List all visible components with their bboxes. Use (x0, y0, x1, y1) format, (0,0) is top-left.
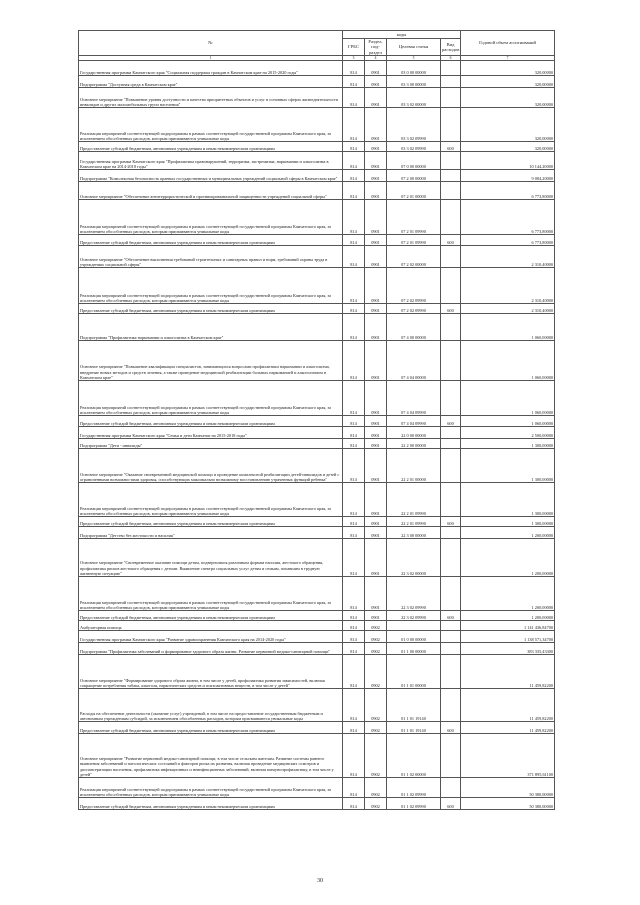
row-amount: 2 310,40000 (461, 246, 555, 268)
row-grbs: 814 (343, 621, 365, 631)
row-amount: 6 773,80000 (461, 182, 555, 200)
row-grbs: 814 (343, 246, 365, 268)
column-index: 5 (387, 56, 441, 61)
row-amount: 1 060,00000 (461, 381, 555, 416)
row-grbs: 814 (343, 142, 365, 152)
row-grbs: 814 (343, 152, 365, 170)
row-amount: 320,00000 (461, 108, 555, 142)
row-razdel: 0901 (365, 314, 387, 341)
table-row (79, 142, 555, 152)
row-target: 03 3 00 00000 (387, 76, 441, 88)
row-target: 01 0 00 00000 (387, 631, 441, 643)
row-grbs: 814 (343, 449, 365, 483)
row-vid (441, 182, 461, 200)
row-amount: 1 200,00000 (461, 539, 555, 577)
row-razdel: 0901 (365, 246, 387, 268)
row-amount: 6 773,80000 (461, 235, 555, 246)
row-razdel: 0901 (365, 416, 387, 427)
row-amount: 371 895,61100 (461, 734, 555, 778)
table-row (79, 778, 555, 798)
row-name: Государственная программа Камчатского края "Семья и дети Камчатки на 2015-2018 годы" (79, 427, 343, 439)
row-amount: 1 060,00000 (461, 341, 555, 381)
row-grbs: 814 (343, 631, 365, 643)
row-amount: 2 310,40000 (461, 268, 555, 304)
row-grbs: 814 (343, 439, 365, 449)
row-amount: 320,00000 (461, 61, 555, 76)
row-name: Предоставление субсидий бюджетным, автономным учреждениям и иным некоммерческим организациям (79, 142, 343, 152)
table-header (79, 31, 555, 61)
row-name: Основное мероприятие "Формирование здорового образа жизни, в том числе у детей, профилактика развития зависимостей, включая сокращение потребления табака, алкоголя, наркотических средств и психоактивных веществ, в том числе у детей" (79, 655, 343, 689)
column-header-number: № (79, 31, 343, 56)
row-target: 22 3 02 09990 (387, 577, 441, 611)
row-razdel: 0902 (365, 655, 387, 689)
row-razdel: 0901 (365, 170, 387, 182)
table-row (79, 611, 555, 621)
row-target: 07 2 01 09990 (387, 200, 441, 235)
row-vid: 600 (441, 517, 461, 527)
table-row (79, 527, 555, 539)
row-grbs: 814 (343, 88, 365, 108)
row-target: 03 3 02 09990 (387, 142, 441, 152)
row-name: Предоставление субсидий бюджетным, автономным учреждениям и иным некоммерческим организациям (79, 304, 343, 314)
row-target: 22 2 01 00000 (387, 449, 441, 483)
table-row (79, 170, 555, 182)
table-row (79, 734, 555, 778)
row-name: Подпрограмма "Профилактика заболеваний и формирование здорового образа жизни. Развитие первичной медико-санитарной помощи" (79, 643, 343, 655)
row-amount: 2 500,00000 (461, 427, 555, 439)
row-grbs: 814 (343, 170, 365, 182)
table-row (79, 246, 555, 268)
row-amount: 1 138 571,34700 (461, 631, 555, 643)
table-row (79, 689, 555, 722)
row-target: 22 2 00 00000 (387, 439, 441, 449)
row-vid: 600 (441, 235, 461, 246)
row-razdel: 0901 (365, 235, 387, 246)
row-name: Реализация мероприятий соответствующей подпрограммы в рамках соответствующей государственной программы Камчатского края, за исключением обособленных расходов, которым присваиваются уникальные коды (79, 577, 343, 611)
table-row (79, 427, 555, 439)
row-grbs: 814 (343, 611, 365, 621)
row-razdel: 0901 (365, 142, 387, 152)
row-razdel: 0901 (365, 88, 387, 108)
row-name: Амбулаторная помощь (79, 621, 343, 631)
row-name: Основное мероприятие "Повышение уровня доступности и качества приоритетных объектов и услуг в основных сферах жизнедеятельности инвалидов и других маломобильных групп населения" (79, 88, 343, 108)
row-vid (441, 76, 461, 88)
row-target: 22 2 01 09990 (387, 517, 441, 527)
row-vid (441, 61, 461, 76)
row-target: 01 1 01 19140 (387, 722, 441, 734)
row-name: Реализация мероприятий соответствующей подпрограммы в рамках соответствующей государственной программы Камчатского края, за исключением обособленных расходов, которым присваиваются уникальные коды (79, 778, 343, 798)
row-name: Подпрограмма "Дети - инвалиды" (79, 439, 343, 449)
row-vid (441, 314, 461, 341)
row-grbs: 814 (343, 798, 365, 810)
row-target: 01 1 02 09990 (387, 798, 441, 810)
row-razdel: 0901 (365, 577, 387, 611)
row-name: Основное мероприятие "Обеспечение антитеррористической и противокриминальной защищенности учреждений социальной сферы" (79, 182, 343, 200)
table-row (79, 152, 555, 170)
row-vid (441, 427, 461, 439)
row-razdel: 0901 (365, 483, 387, 517)
column-index: 3 (343, 56, 365, 61)
row-vid (441, 527, 461, 539)
row-vid (441, 341, 461, 381)
table-row (79, 655, 555, 689)
row-name: Реализация мероприятий соответствующей подпрограммы в рамках соответствующей государственной программы Камчатского края, за исключением обособленных расходов, которым присваиваются уникальные коды (79, 108, 343, 142)
row-amount: 50 380,00000 (461, 778, 555, 798)
column-index: 1 (79, 56, 343, 61)
row-grbs: 814 (343, 689, 365, 722)
row-name: Подпрограмма "Комплексная безопасность краевых государственных и муниципальных учреждений социальной сферы в Камчатском крае" (79, 170, 343, 182)
row-amount: 11 459,82200 (461, 689, 555, 722)
row-amount: 320,00000 (461, 142, 555, 152)
row-grbs: 814 (343, 722, 365, 734)
row-name: Предоставление субсидий бюджетным, автономным учреждениям и иным некоммерческим организациям (79, 798, 343, 810)
row-target: 07 2 02 09990 (387, 304, 441, 314)
row-grbs: 814 (343, 778, 365, 798)
row-target: 22 3 02 09990 (387, 611, 441, 621)
row-amount: 1 300,00000 (461, 449, 555, 483)
row-vid: 600 (441, 798, 461, 810)
row-razdel: 0901 (365, 539, 387, 577)
row-target: 03 3 02 00000 (387, 88, 441, 108)
row-razdel: 0901 (365, 152, 387, 170)
row-target: 07 4 00 00000 (387, 314, 441, 341)
row-grbs: 814 (343, 314, 365, 341)
row-vid (441, 734, 461, 778)
row-name: Основное мероприятие "Повышение квалификации специалистов, занимающихся вопросами профилактики наркомании и алкоголизма, внедрение новых методов и средств лечения, а также проведение медицинской реабилитации больных наркоманией и алкоголизмом в Камчатском крае" (79, 341, 343, 381)
row-grbs: 814 (343, 483, 365, 517)
row-grbs: 814 (343, 427, 365, 439)
row-grbs: 814 (343, 76, 365, 88)
row-razdel: 0901 (365, 200, 387, 235)
row-name: Подпрограмма "Доступная среда в Камчатском крае" (79, 76, 343, 88)
table-row (79, 314, 555, 341)
row-grbs: 814 (343, 268, 365, 304)
row-name: Расходы на обеспечение деятельности (оказание услуг) учреждений, в том числе на предоставление государственным бюджетным и автономным учреждениям субсидий, за исключением обособленных расходов, которым присваиваются уникальные коды (79, 689, 343, 722)
column-header-vid: Вид расходов (441, 39, 461, 56)
row-name: Основное мероприятие "Развитие первичной медико-санитарной помощи, в том числе сельским жителям. Развитие системы раннего выявления заболеваний и патологических состояний и факторов риска их развития, включая проведение медицинских осмотров и диспансеризации населения, профилактика инфекционных и неинфекционных заболеваний, включая иммунопрофилактику, в том числе у детей" (79, 734, 343, 778)
row-razdel: 0901 (365, 304, 387, 314)
row-vid (441, 539, 461, 577)
table-row (79, 76, 555, 88)
row-target: 22 3 00 00000 (387, 527, 441, 539)
row-razdel: 0902 (365, 734, 387, 778)
row-grbs: 814 (343, 182, 365, 200)
row-target: 07 2 02 00000 (387, 246, 441, 268)
table-row (79, 88, 555, 108)
row-grbs: 814 (343, 517, 365, 527)
row-target: 03 0 00 00000 (387, 61, 441, 76)
row-vid (441, 152, 461, 170)
table-row (79, 439, 555, 449)
row-grbs: 814 (343, 539, 365, 577)
row-vid (441, 268, 461, 304)
table-row (79, 268, 555, 304)
row-name: Государственная программа Камчатского края "Профилактика правонарушений, терроризма, экстремизма, наркомании и алкоголизма в Камчатском крае на 2014-2018 годы" (79, 152, 343, 170)
row-amount: 1 200,00000 (461, 611, 555, 621)
row-name: Предоставление субсидий бюджетным, автономным учреждениям и иным некоммерческим организациям (79, 611, 343, 621)
column-header-grbs: ГРБС (343, 39, 365, 56)
row-razdel: 0901 (365, 381, 387, 416)
row-razdel: 0902 (365, 631, 387, 643)
row-target: 07 2 02 09990 (387, 268, 441, 304)
row-grbs: 814 (343, 341, 365, 381)
row-razdel: 0902 (365, 778, 387, 798)
row-vid: 600 (441, 142, 461, 152)
row-razdel: 0902 (365, 689, 387, 722)
row-razdel: 0901 (365, 341, 387, 381)
row-target: 22 2 01 09990 (387, 483, 441, 517)
row-target: 07 2 01 09990 (387, 235, 441, 246)
table-row (79, 449, 555, 483)
row-razdel: 0901 (365, 268, 387, 304)
row-amount: 50 380,00000 (461, 798, 555, 810)
row-amount: 1 200,00000 (461, 577, 555, 611)
row-razdel: 0901 (365, 61, 387, 76)
table-row (79, 182, 555, 200)
row-target: 07 2 01 00000 (387, 182, 441, 200)
table-body (79, 61, 555, 810)
row-vid: 600 (441, 416, 461, 427)
row-name: Подпрограмма "Детство без жестокости и насилия" (79, 527, 343, 539)
column-header-amount: Годовой объем ассигнований (461, 31, 555, 56)
row-razdel: 0901 (365, 611, 387, 621)
row-amount: 11 459,82200 (461, 722, 555, 734)
row-grbs: 814 (343, 61, 365, 76)
row-amount: 320,00000 (461, 88, 555, 108)
row-name: Государственная программа Камчатского края "Социальная поддержка граждан в Камчатском крае на 2015-2020 годы" (79, 61, 343, 76)
row-vid (441, 689, 461, 722)
row-amount: 1 060,00000 (461, 416, 555, 427)
table-row (79, 539, 555, 577)
row-amount: 2 310,40000 (461, 304, 555, 314)
budget-table (78, 30, 555, 810)
row-razdel: 0901 (365, 427, 387, 439)
row-amount: 9 084,20000 (461, 170, 555, 182)
row-target: 03 3 02 09990 (387, 108, 441, 142)
row-grbs: 814 (343, 200, 365, 235)
row-grbs: 814 (343, 416, 365, 427)
row-vid (441, 655, 461, 689)
row-amount: 11 459,82200 (461, 655, 555, 689)
row-vid (441, 439, 461, 449)
row-amount: 1 300,00000 (461, 517, 555, 527)
table-row (79, 61, 555, 76)
row-name: Государственная программа Камчатского края "Развитие здравоохранения Камчатского края на 2014-2020 годы" (79, 631, 343, 643)
table-row (79, 341, 555, 381)
table-row (79, 483, 555, 517)
row-name: Подпрограмма "Профилактика наркомании и алкоголизма в Камчатском крае" (79, 314, 343, 341)
row-razdel: 0901 (365, 527, 387, 539)
row-target: 22 3 02 00000 (387, 539, 441, 577)
table-row (79, 722, 555, 734)
page-number: 30 (317, 878, 323, 884)
row-target: 22 0 00 00000 (387, 427, 441, 439)
row-name: Основное мероприятие "Оказание своевременной медицинской помощи и проведение комплексной реабилитации детей-инвалидов и детей с ограниченными возможностями здоровья, способствующих максимально возможному восстановлению утраченных функций ребенка" (79, 449, 343, 483)
row-amount: 320,00000 (461, 76, 555, 88)
row-target: 07 0 00 00000 (387, 152, 441, 170)
row-razdel: 0901 (365, 517, 387, 527)
row-amount: 1 060,00000 (461, 314, 555, 341)
row-amount: 6 773,80000 (461, 200, 555, 235)
row-grbs: 814 (343, 734, 365, 778)
row-vid (441, 88, 461, 108)
row-vid: 600 (441, 611, 461, 621)
row-razdel: 0901 (365, 439, 387, 449)
row-target: 01 1 02 09990 (387, 778, 441, 798)
row-razdel: 0902 (365, 643, 387, 655)
row-name: Реализация мероприятий соответствующей подпрограммы в рамках соответствующей государственной программы Камчатского края, за исключением обособленных расходов, которым присваиваются уникальные коды (79, 483, 343, 517)
column-index: 7 (461, 56, 555, 61)
row-amount: 1 141 436,84700 (461, 621, 555, 631)
row-grbs: 814 (343, 304, 365, 314)
row-vid (441, 381, 461, 416)
row-vid (441, 170, 461, 182)
column-header-codes: коды (343, 31, 461, 39)
row-name: Предоставление субсидий бюджетным, автономным учреждениям и иным некоммерческим организациям (79, 517, 343, 527)
row-name: Реализация мероприятий соответствующей подпрограммы в рамках соответствующей государственной программы Камчатского края, за исключением обособленных расходов, которым присваиваются уникальные коды (79, 268, 343, 304)
row-vid (441, 621, 461, 631)
row-grbs: 814 (343, 108, 365, 142)
row-target (387, 621, 441, 631)
table-row (79, 304, 555, 314)
row-grbs: 814 (343, 527, 365, 539)
row-razdel: 0902 (365, 798, 387, 810)
row-grbs: 814 (343, 655, 365, 689)
column-index: 6 (441, 56, 461, 61)
row-grbs: 814 (343, 643, 365, 655)
table-row (79, 517, 555, 527)
row-target: 01 1 02 00000 (387, 734, 441, 778)
row-name: Реализация мероприятий соответствующей подпрограммы в рамках соответствующей государственной программы Камчатского края, за исключением обособленных расходов, которым присваиваются уникальные коды (79, 200, 343, 235)
table-row (79, 621, 555, 631)
row-razdel: 0901 (365, 76, 387, 88)
row-target: 07 4 04 09990 (387, 381, 441, 416)
table-row (79, 577, 555, 611)
row-target: 07 2 00 00000 (387, 170, 441, 182)
row-amount: 1 300,00000 (461, 439, 555, 449)
table-row (79, 631, 555, 643)
row-vid (441, 577, 461, 611)
row-name: Предоставление субсидий бюджетным, автономным учреждениям и иным некоммерческим организациям (79, 722, 343, 734)
row-vid (441, 449, 461, 483)
table-row (79, 108, 555, 142)
table-row (79, 381, 555, 416)
table-row (79, 798, 555, 810)
column-header-target: Целевая статья (387, 39, 441, 56)
row-razdel: 0901 (365, 108, 387, 142)
column-header-razdel: Раздел, под-раздел (365, 39, 387, 56)
row-target: 01 1 01 19140 (387, 689, 441, 722)
table-row (79, 416, 555, 427)
row-razdel: 0901 (365, 449, 387, 483)
row-vid (441, 200, 461, 235)
row-target: 07 4 04 09990 (387, 416, 441, 427)
row-target: 01 1 01 00000 (387, 655, 441, 689)
row-name: Основное мероприятие "Своевременное оказание помощи детям, подвергшимся различным формам насилия, жестокого обращения, профилактика рисков жестокого обращения с детьми. Выявление спектра социальных услуг детям и семьям, попавшим в трудную жизненную ситуацию" (79, 539, 343, 577)
table-row (79, 643, 555, 655)
row-razdel: 0901 (365, 182, 387, 200)
row-vid: 600 (441, 722, 461, 734)
row-vid: 600 (441, 304, 461, 314)
row-name: Предоставление субсидий бюджетным, автономным учреждениям и иным некоммерческим организациям (79, 235, 343, 246)
row-grbs: 814 (343, 577, 365, 611)
row-vid (441, 631, 461, 643)
row-vid (441, 246, 461, 268)
row-amount: 1 200,00000 (461, 527, 555, 539)
row-vid (441, 108, 461, 142)
row-razdel: 0902 (365, 722, 387, 734)
row-vid (441, 778, 461, 798)
row-name: Основное мероприятие "Обеспечение выполнения требований строительных и санитарных правил и норм, требований охраны труда в учреждениях социальной сферы" (79, 246, 343, 268)
row-amount: 383 335,43300 (461, 643, 555, 655)
table-row (79, 200, 555, 235)
row-vid (441, 643, 461, 655)
row-amount: 1 300,00000 (461, 483, 555, 517)
row-grbs: 814 (343, 235, 365, 246)
row-name: Реализация мероприятий соответствующей подпрограммы в рамках соответствующей государственной программы Камчатского края, за исключением обособленных расходов, которым присваиваются уникальные коды (79, 381, 343, 416)
row-target: 01 1 00 00000 (387, 643, 441, 655)
row-amount: 10 144,20000 (461, 152, 555, 170)
row-name: Предоставление субсидий бюджетным, автономным учреждениям и иным некоммерческим организациям (79, 416, 343, 427)
row-grbs: 814 (343, 381, 365, 416)
table-row (79, 235, 555, 246)
row-target: 07 4 04 00000 (387, 341, 441, 381)
column-index: 4 (365, 56, 387, 61)
row-vid (441, 483, 461, 517)
row-razdel: 0902 (365, 621, 387, 631)
